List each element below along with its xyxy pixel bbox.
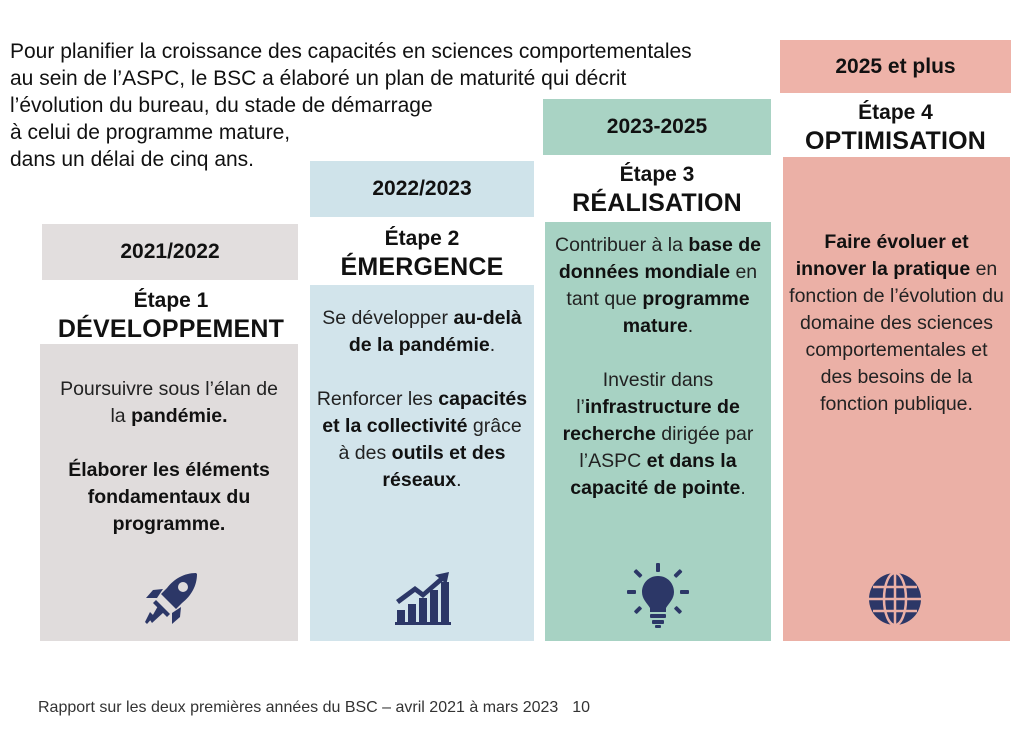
text-run: . xyxy=(687,315,694,337)
stage-2-year-band xyxy=(310,161,534,217)
text-run: Investir dans l’ xyxy=(576,369,714,418)
stage-4-step: Étape 4 xyxy=(858,101,933,124)
footer-text: Rapport sur les deux premières années du BSC – avril 2021 à mars 2023 xyxy=(38,699,559,716)
text-run: base de données mondiale xyxy=(558,234,761,283)
text-run: Renforcer les xyxy=(316,388,439,410)
text-run: dirigée par l’ASPC xyxy=(579,423,754,472)
stage-4-year: 2025 et plus xyxy=(835,54,956,78)
stage-2-step: Étape 2 xyxy=(384,227,460,250)
intro-line: dans un délai de cinq ans. xyxy=(10,148,255,171)
stage-2-paragraph xyxy=(316,386,528,494)
text-run: Contribuer à la xyxy=(555,234,689,256)
text-run: en fonction de l’évolution du domaine des sciences comportementales et des besoins de la fonction publique. xyxy=(789,258,1004,415)
stage-3-name: RÉALISATION xyxy=(572,189,742,217)
stage-1-paragraph xyxy=(52,457,286,538)
text-run: programme mature xyxy=(622,288,750,337)
stage-3-step: Étape 3 xyxy=(619,163,695,186)
intro-line: l’évolution du bureau, du stade de démarrage xyxy=(10,94,433,117)
stage-2-year: 2022/2023 xyxy=(372,177,472,200)
stage-3-year-band xyxy=(543,99,771,155)
rocket-icon xyxy=(142,568,202,628)
stage-1-heading xyxy=(40,288,302,344)
stage-2-name: ÉMERGENCE xyxy=(340,253,504,281)
intro-line: au sein de l’ASPC, le BSC a élaboré un plan de maturité qui décrit xyxy=(10,67,627,90)
footer xyxy=(38,699,590,717)
text-run: au-delà de la pandémie xyxy=(348,307,522,356)
stage-4-heading xyxy=(780,100,1011,156)
text-run: . xyxy=(740,477,746,499)
stage-2-heading xyxy=(308,226,536,282)
stage-1-year-band xyxy=(42,224,298,280)
text-run: Poursuivre sous l’élan de la xyxy=(60,378,278,427)
stage-1-year: 2021/2022 xyxy=(120,240,220,263)
stage-3-paragraph xyxy=(551,232,765,340)
page-number: 10 xyxy=(572,699,591,716)
stage-4-year-band xyxy=(780,40,1011,93)
intro-line: Pour planifier la croissance des capacités en sciences comportementales xyxy=(10,40,692,63)
stage-1-name: DÉVELOPPEMENT xyxy=(57,315,285,343)
text-run: Se développer xyxy=(322,307,454,329)
stage-2-paragraph xyxy=(316,305,528,359)
text-run: en tant que xyxy=(566,261,758,310)
lightbulb-icon xyxy=(626,562,690,630)
text-run: infrastructure de recherche xyxy=(562,396,740,445)
text-run: . xyxy=(489,334,496,356)
text-run: . xyxy=(456,469,462,491)
stage-1-step: Étape 1 xyxy=(133,289,209,312)
stage-3-heading xyxy=(541,162,773,218)
stage-4-name: OPTIMISATION xyxy=(804,127,987,155)
text-run: pandémie. xyxy=(131,405,228,427)
text-run: outils et des réseaux xyxy=(382,442,506,491)
text-run: Élaborer les éléments fondamentaux du programme. xyxy=(68,459,270,535)
intro-line: à celui de programme mature, xyxy=(10,121,291,144)
text-run: capacités et la collectivité xyxy=(322,388,528,437)
stage-4-paragraph xyxy=(789,229,1004,418)
text-run: grâce à des xyxy=(338,415,522,464)
text-run: Faire évoluer et innover la pratique xyxy=(795,231,971,280)
growth-chart-icon xyxy=(393,570,453,626)
text-run: et dans la capacité de pointe xyxy=(570,450,741,499)
stage-1-paragraph xyxy=(52,376,286,430)
globe-icon xyxy=(865,569,925,629)
stage-3-year: 2023-2025 xyxy=(606,115,708,138)
stage-3-paragraph xyxy=(551,367,765,502)
